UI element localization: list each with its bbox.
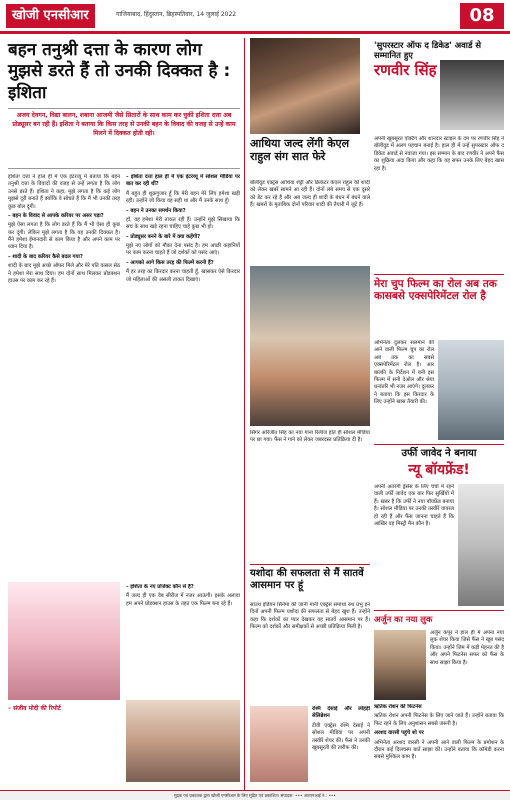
lead-column-2 bbox=[126, 174, 240, 574]
athiya-headline: आथिया जल्द लेंगी केएल राहुल संग सात फेरे bbox=[250, 137, 350, 163]
divider bbox=[374, 444, 504, 445]
paragraph: साउथ इंडियन सिनेमा की जानी मानी एक्ट्रेस समांथा रुथ प्रभु इन दिनों अपनी फिल्म यशोदा की सफलता से बेहद खुश हैं। उन्होंने कहा कि दर्शकों का प्यार देखकर वह सातवें आसमान पर हैं। फिल्म को दर्शकों और समीक्षकों से अच्छी प्रतिक्रिया मिली है। bbox=[250, 602, 370, 631]
paragraph: अर्जुन कपूर ने हाल ही में अपना नया लुक शेयर किया जिसे फैंस ने खूब पसंद किया। उन्होंने जिम में कड़ी मेहनत की है और अपने फिटनेस सफर को फैंस के साथ साझा किया है। bbox=[430, 630, 504, 666]
urfi-photo bbox=[458, 484, 504, 606]
subheadline: अरशद वारसी पहुंचे शो पर bbox=[374, 730, 424, 737]
arjun-photo bbox=[374, 630, 426, 700]
ranveer-photo bbox=[440, 60, 504, 130]
paragraph: मुझे ऐसा लगता है कि लोग डरते हैं कि मैं भी ऐसा ही कुछ कर दूंगी। लेकिन मुझे लगता है कि यह उनकी दिक्कत है। मैंने हमेशा ईमानदारी से काम किया है और अपने काम पर ध्यान दिया है। bbox=[8, 222, 120, 251]
imprint-footer: मुद्रक एवं प्रकाशक द्वारा खोजी एनसीआर के लिए मुद्रित एवं प्रकाशित। संपादक: ••• आरएनआई नं.: ••• bbox=[0, 790, 510, 800]
paragraph: अपनी अतरंगी ड्रेसेस के लिए चर्चा में रहने वाली उर्फी जावेद एक बार फिर सुर्खियों में हैं। खबर है कि उर्फी ने नया बॉयफ्रेंड बनाया है। सोशल मीडिया पर उनकी तस्वीरें वायरल हो रही हैं और फैंस जानना चाहते हैं कि आखिर वह मिस्ट्री मैन कौन है। bbox=[374, 484, 454, 527]
divider bbox=[8, 108, 240, 109]
ranveer-headline: रणवीर सिंह bbox=[374, 61, 437, 79]
dulquer-photo bbox=[438, 340, 504, 440]
dateline: गाजियाबाद, हिंदुस्तान, ब्रिहस्पतिवार, 14 जुलाई 2022 bbox=[116, 11, 237, 18]
urfi-headline-line2: न्यू बॉयफ्रेंड! bbox=[408, 462, 470, 478]
samantha-text bbox=[250, 602, 370, 702]
divider bbox=[8, 168, 240, 169]
question: – बहन ने उनका समर्थन किया? bbox=[126, 207, 186, 214]
paragraph: मैं जल्द ही एक वेब सीरीज में नजर आऊंगी। इसके अलावा हम अपने प्रोडक्शन हाउस के तहत एक फिल्म बना रहे हैं। bbox=[126, 593, 240, 607]
lead-headline: बहन तनुश्री दत्ता के कारण लोग मुझसे डरते हैं तो उनकी दिक्कत है : इशिता bbox=[8, 40, 231, 103]
samantha-side-text bbox=[250, 430, 370, 560]
question: – इशिता दत्ता हाल ही में एक इंटरव्यू में सोशल मीडिया पर बात कर रही थीं? bbox=[126, 174, 240, 188]
divider bbox=[374, 610, 504, 611]
arjun-headline: अर्जुन का नया लुक bbox=[374, 614, 433, 624]
urfi-text bbox=[374, 484, 454, 604]
athiya-rahul-photo bbox=[250, 38, 360, 134]
lead-byline: – संजीव मोदी की रिपोर्ट bbox=[8, 705, 61, 712]
ranveer-text bbox=[374, 136, 504, 272]
paragraph: हाँ, वह हमेशा मेरी ताकत रही हैं। उन्होंने मुझे सिखाया कि सच के साथ खड़े रहना चाहिए चाहे कुछ भी हो। bbox=[126, 216, 240, 231]
question: – प्रोड्यूसर बनने के बारे में क्या कहेंगी? bbox=[126, 233, 201, 240]
paragraph: शादी के बाद मुझे अच्छे ऑफर मिले और मेरे पति वत्सल सेठ ने हमेशा मेरा साथ दिया। हम दोनों साथ मिलकर प्रोडक्शन हाउस पर काम कर रहे हैं। bbox=[8, 263, 120, 284]
dulquer-headline: मेरा चुप फिल्म का रोल अब तक कासबसे एक्सपेरिमेंटल रोल है bbox=[374, 278, 497, 303]
masthead bbox=[0, 0, 510, 34]
paragraph: टीवी एक्ट्रेस रश्मि देसाई ने सोशल मीडिया पर अपनी तस्वीरें शेयर कीं। फैंस ने उनकी खूबसूरती की तारीफ की। bbox=[312, 722, 370, 751]
paragraph: मैं हर तरह का किरदार करना चाहती हूँ, खासकर ऐसे किरदार जो महिलाओं की असली ताकत दिखाएं। bbox=[126, 269, 240, 283]
lead-sub-section bbox=[126, 584, 240, 694]
paragraph: सिंगर अरिजीत सिंह का नया गाना रिलीज होते ही सोशल मीडिया पर छा गया। फैंस ने गाने को लेकर जबरदस्त प्रतिक्रिया दी है। bbox=[250, 430, 370, 444]
question: – इशिता के नए प्रोजेक्ट कौन से हैं? bbox=[126, 584, 194, 590]
samantha-photo bbox=[250, 266, 370, 426]
divider bbox=[374, 274, 504, 275]
rashmi-text bbox=[312, 706, 370, 782]
lead-deck: अजय देवगन, विद्या बालन, शबाना आजमी जैसे सितारों के साथ काम कर चुकीं इशिता दत्ता अब प्रोड्यूसर बन रही हैं। इशिता ने बताया कि किस तरह से उनकी बहन के विवाद की वजह से उन्हें काम मिलने में दिक्कत होती रही। bbox=[12, 112, 236, 137]
paragraph: मुझे नए लोगों को मौका देना पसंद है। हम अच्छी कहानियों पर काम करना चाहते हैं जो दर्शकों को पसंद आएं। bbox=[126, 243, 240, 257]
ishita-photo bbox=[8, 582, 120, 700]
paragraph: ऋतिक रोशन अपनी फिटनेस के लिए जाने जाते हैं। उन्होंने बताया कि फिट रहने के लिए अनुशासन सबसे जरूरी है। bbox=[374, 713, 504, 727]
subheadline: रश्मि देसाई और लोहड़ी सेलिब्रेशन bbox=[312, 706, 370, 720]
question: – शादी के बाद करियर कैसे बदल गया? bbox=[8, 253, 83, 260]
urfi-headline-line1: उर्फी जावेद ने बनाया bbox=[401, 448, 477, 459]
brand-logo: खोजी एनसीआर bbox=[6, 4, 95, 28]
column-rule bbox=[244, 38, 245, 790]
paragraph: अपनी खूबसूरत एक्टिंग और शानदार स्टाइल के दम पर रणवीर सिंह ने बॉलीवुड में अलग पहचान बनाई है। हाल ही में उन्हें सुपरस्टार ऑफ द डिकेड अवार्ड से नवाजा गया। इस सम्मान के बाद रणवीर ने अपने फैंस का शुक्रिया अदा किया और कहा कि यह सफर उनके लिए बेहद खास रहा है। bbox=[374, 136, 504, 172]
arjun-text bbox=[430, 630, 504, 700]
paragraph: मैं बहुत ही शुक्रगुजार हूँ कि मेरी बहन मेरे लिए हमेशा खड़ी रहीं। उन्होंने जो किया वह सही था और मैं उनके साथ हूँ। bbox=[126, 190, 240, 205]
paragraph: बॉलीवुड एक्ट्रेस आथिया शेट्टी और क्रिकेटर केएल राहुल की शादी को लेकर खबरें सामने आ रही हैं। दोनों लंबे समय से एक दूसरे को डेट कर रहे हैं और अब जल्द ही शादी के बंधन में बंधने वाले हैं। खबरों के मुताबिक दोनों परिवार शादी की तैयारी में जुटे हैं। bbox=[250, 180, 370, 209]
divider bbox=[250, 564, 370, 565]
paragraph: अभिनेता अरशद वारसी ने अपनी आने वाली फिल्म के प्रमोशन के दौरान कई दिलचस्प बातें साझा कीं। उन्होंने बताया कि कॉमेडी करना सबसे मुश्किल काम है। bbox=[374, 739, 504, 761]
rashmi-photo bbox=[250, 706, 308, 782]
page-number: 08 bbox=[460, 3, 504, 29]
dulquer-text bbox=[374, 340, 434, 440]
ranveer-kicker: 'सुपरस्टार ऑफ द डिकेड' अवार्ड से सम्मानित हुए bbox=[374, 40, 482, 61]
samantha-headline: यशोदा की सफलता से मैं सातवें आसमान पर हूं bbox=[250, 568, 364, 591]
question: – आपको आगे किस तरह की फिल्में करनी हैं? bbox=[126, 259, 214, 266]
lead-column-1 bbox=[8, 174, 120, 574]
question: – बहन के विवाद से आपके करियर पर असर पड़ा? bbox=[8, 212, 104, 219]
secondary-photo bbox=[126, 700, 240, 782]
paragraph: इशिता दत्ता ने हाल ही में एक इंटरव्यू में बताया कि बहन तनुश्री दत्ता के विवादों की वजह से उन्हें लगता है कि लोग उनसे डरते हैं। इशिता ने कहा, मुझे लगता है कि कई लोग मुझसे दूरी बनाते हैं क्योंकि वे सोचते हैं कि मैं भी उनकी तरह कुछ बोल दूंगी। bbox=[8, 174, 120, 210]
subheadline: ऋतिक रोशन की फिटनेस bbox=[374, 704, 422, 710]
athiya-text bbox=[250, 180, 370, 260]
ritik-text bbox=[374, 704, 504, 782]
paragraph: अभिनेता दुलकर सलमान की आने वाली फिल्म चुप का रोल अब तक का सबसे एक्सपेरिमेंटल रोल है। आर बाल्की के निर्देशन में बनी इस फिल्म में सनी देओल और श्रेया धन्वंतरि भी नजर आएंगे। दुलकर ने बताया कि इस किरदार के लिए उन्होंने खास तैयारी की। bbox=[374, 340, 434, 405]
